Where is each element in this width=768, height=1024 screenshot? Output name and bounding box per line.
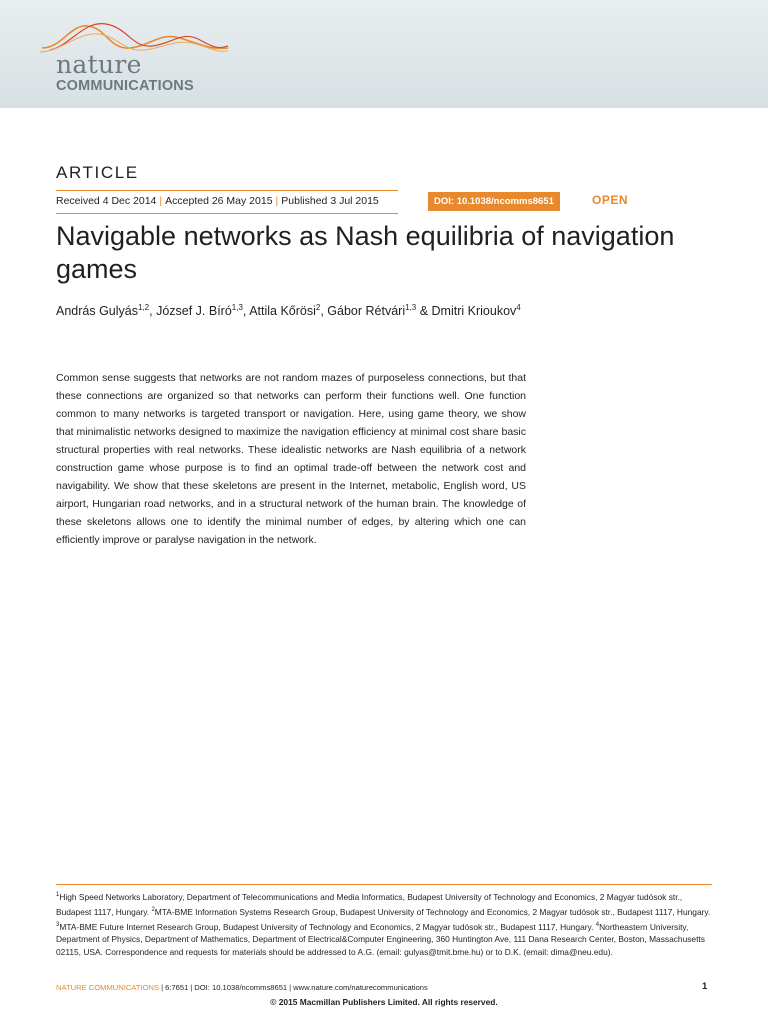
affiliation-number: 1 [56,892,60,898]
footer-journal-name: NATURE COMMUNICATIONS [56,983,160,992]
author-affiliation-marker: 1,2 [137,303,150,312]
abstract-text: Common sense suggests that networks are not random mazes of purposeless connections, but that these connections are organized so that networks can perform their functions well. One function common to many networks is targeted transport or navigation. Here, using game theory, we show that minimalistic networks designed to maximize the navigation efficiency at minimal cost share basic structural properties with real networks. These idealistic networks are Nash equilibria of a network construction game whose purpose is to find an optimal trade-off between the network cost and navigability. We show that these skeletons are present in the Internet, metabolic, English word, US airport, Hungarian road networks, and in a structural network of the human brain. The knowledge of these skeletons allows one to identify the minimal number of edges, by altering which one can efficiently improve or paralyse navigation in the network. [56,372,526,546]
footer-separator: | [289,983,292,992]
footer-url[interactable]: www.nature.com/naturecommunications [293,983,428,992]
author-joiner: , [320,304,328,319]
journal-header [0,0,768,108]
page-number: 1 [702,981,708,992]
author-joiner: , [242,304,250,319]
affiliation-number: 3 [56,921,60,928]
copyright-notice: © 2015 Macmillan Publishers Limited. All rights reserved. [270,997,498,1007]
accepted-date: Accepted 26 May 2015 [165,195,273,207]
footer-separator: | [190,983,193,992]
author-affiliation-marker: 1,3 [231,303,243,312]
affiliation-number: 4 [595,921,600,928]
article-type-label: ARTICLE [56,163,139,182]
affiliations-text [56,889,712,959]
article-title: Navigable networks as Nash equilibria of navigation games [56,221,675,284]
author-name: Dmitri Krioukov [431,304,517,319]
author-list [56,300,716,319]
author-affiliation-marker: 1,3 [405,303,417,312]
date-separator: | [159,195,163,207]
date-separator: | [275,195,279,207]
received-date: Received 4 Dec 2014 [56,195,157,207]
journal-logo-communications: COMMUNICATIONS [56,78,194,94]
author-name: József J. Bíró [156,304,232,319]
page-footer [56,982,712,994]
affiliation-text: MTA-BME Information Systems Research Group, Budapest University of Technology and Economics, 2 Magyar tudósok str., Budapest 1117, Hungary. [154,906,711,917]
open-access-label: OPEN [592,193,629,207]
author-name: Attila Kőrösi [249,304,316,319]
footer-volume: 6:7651 [165,983,189,992]
affiliation-text: MTA-BME Future Internet Research Group, Budapest University of Technology and Economics, 2 Magyar tudósok str., Budapest 1117, Hungary. [59,921,596,932]
footer-doi: DOI: 10.1038/ncomms8651 [194,983,288,992]
author-affiliation-marker: 2 [315,303,321,312]
doi-badge[interactable]: DOI: 10.1038/ncomms8651 [428,192,560,211]
affiliation-text: Northeastern University, Department of Physics, Department of Mathematics, Department of Electrical&Computer Engineering, 360 Huntington Ave, 111 Dana Research Center, Boston, Massachusetts 02115, USA. [56,921,705,958]
journal-logo-nature: nature [56,50,142,79]
affiliation-text: High Speed Networks Laboratory, Department of Telecommunications and Media Informatics, Budapest University of Technology and Economics, 2 Magyar tudósok str., Budapest 1117, Hungary. [56,891,683,917]
footer-separator: | [161,983,164,992]
author-name: Gábor Rétvári [327,304,406,319]
author-name: András Gulyás [56,304,138,319]
published-date: Published 3 Jul 2015 [281,195,379,207]
author-joiner: & [416,304,432,319]
author-joiner: , [149,304,157,319]
affiliation-number: 2 [151,906,155,913]
author-affiliation-marker: 4 [516,303,521,312]
correspondence-note: Correspondence and requests for materials should be addressed to A.G. (email: gulyas@tmit.bme.hu) or to D.K. (email: dima@neu.edu). [102,947,613,958]
affiliations-divider [56,884,712,885]
publication-dates [56,190,398,214]
